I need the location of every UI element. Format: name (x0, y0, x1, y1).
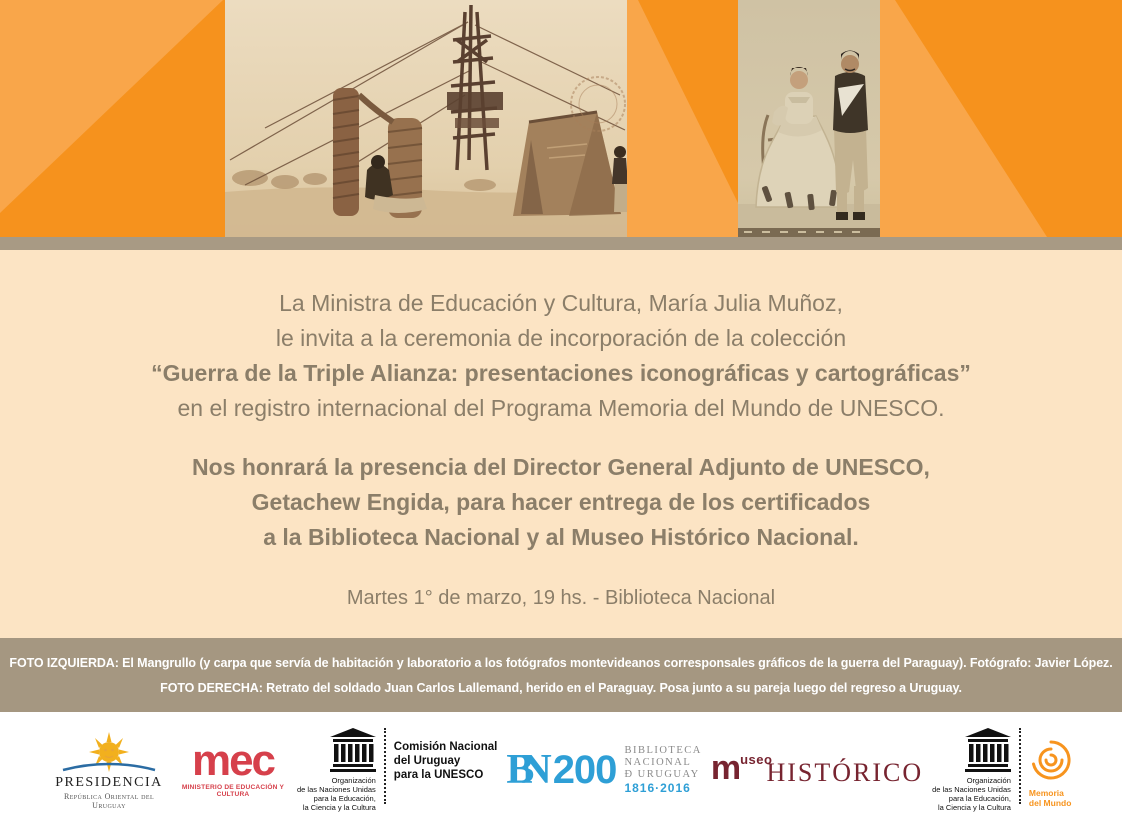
invitation-line: Getachew Engida, para hacer entrega de los certificados (251, 489, 871, 515)
banner-collage (0, 0, 1122, 237)
logo-unesco-memoria (932, 728, 1073, 812)
divider-bar (0, 237, 1122, 250)
memoria-line: Memoria (1028, 787, 1064, 798)
presidencia-subtitle: República Oriental del Uruguay (63, 791, 155, 810)
bn-line: BIBLIOTECA (624, 744, 702, 756)
comision-line: para la UNESCO (393, 768, 484, 781)
logo-biblioteca-nacional (506, 745, 702, 795)
caption-right-photo: FOTO DERECHA: Retrato del soldado Juan Carlos Lallemand, herido en el Paraguay. Posa junto a su pareja luego del regreso a Uruguay. (160, 681, 962, 695)
unesco-emblem-group (297, 728, 376, 812)
memoria-line: del Mundo (1028, 797, 1072, 808)
photo-couple-portrait (738, 0, 880, 237)
banner-middle-orange-strip (627, 0, 738, 237)
invitation-line: La Ministra de Educación y Cultura, María Julia Muñoz, (279, 290, 843, 316)
unesco-org-line: la Ciencia y la Cultura (302, 802, 376, 812)
memoria-spiral-icon (1029, 738, 1073, 782)
banner-left-orange-block (0, 0, 225, 237)
banner-right-orange-block (880, 0, 1122, 237)
memoria-label (1029, 788, 1072, 808)
bn-monogram: BN (506, 746, 539, 793)
invitation-paragraph-1 (0, 250, 1122, 426)
invitation-section (0, 250, 1122, 638)
mec-subtitle: MINISTERIO DE EDUCACIÓN Y CULTURA (181, 784, 285, 798)
photo-captions-band (0, 638, 1122, 712)
event-date-location: Martes 1° de marzo, 19 hs. - Biblioteca Nacional (346, 587, 776, 609)
collection-title: “Guerra de la Triple Alianza: presentaciones iconográficas y cartográficas” (151, 360, 971, 386)
sun-and-arc-icon (61, 730, 157, 774)
comision-line: del Uruguay (393, 754, 461, 767)
invitation-line: en el registro internacional del Programa Memoria del Mundo de UNESCO. (177, 395, 945, 421)
bn-text-column (624, 745, 701, 795)
unesco-temple-icon (330, 728, 376, 772)
unesco-org-line: de las Naciones Unidas (932, 784, 1011, 794)
logo-unesco-comision (297, 728, 497, 812)
comision-line: Comisión Nacional (393, 740, 498, 753)
invitation-line: a la Biblioteca Nacional y al Museo Histórico Nacional. (263, 524, 859, 550)
unesco-org-line: para la Educación, (313, 793, 376, 803)
unesco-org-line: Organización (966, 775, 1011, 785)
unesco-emblem-group (932, 728, 1011, 812)
footer-logos (0, 712, 1122, 827)
dotted-separator (384, 728, 386, 804)
caption-left-photo: FOTO IZQUIERDA: El Mangrullo (y carpa que servía de habitación y laboratorio a los fotógrafos montevideanos corresponsales gráficos de la guerra del Paraguay). Fotógrafo: Javier López. (9, 656, 1113, 670)
unesco-org-line: de las Naciones Unidas (297, 784, 376, 794)
bn-years: 1816·2016 (624, 780, 691, 795)
invitation-paragraph-2 (0, 450, 1122, 555)
bn-line: Đ URUGUAY (624, 768, 700, 780)
museo-useo: useo (740, 752, 773, 767)
presidencia-title: PRESIDENCIA (55, 774, 163, 790)
invitation-line: le invita a la ceremonia de incorporación de la colección (275, 325, 847, 351)
logo-museo-historico (711, 751, 923, 788)
unesco-org-line: Organización (331, 775, 376, 785)
unesco-org-text (932, 776, 1011, 812)
unesco-org-text (297, 776, 376, 812)
bn-line: NACIONAL (624, 756, 692, 768)
logo-mec (178, 736, 288, 798)
mec-wordmark: mec (191, 736, 275, 785)
comision-nacional-text (394, 728, 498, 782)
photo-mangrullo (225, 0, 628, 237)
unesco-org-line: la Ciencia y la Cultura (937, 802, 1011, 812)
museo-m: m (710, 749, 741, 787)
dotted-separator (1019, 728, 1021, 804)
unesco-temple-icon (965, 728, 1011, 772)
logo-presidencia (49, 730, 169, 810)
memoria-del-mundo-group (1029, 728, 1073, 808)
bn-200-number: 200 (552, 747, 617, 792)
museo-historico-word: HISTÓRICO (766, 758, 924, 787)
unesco-org-line: para la Educación, (948, 793, 1011, 803)
invitation-line: Nos honrará la presencia del Director General Adjunto de UNESCO, (192, 454, 930, 480)
